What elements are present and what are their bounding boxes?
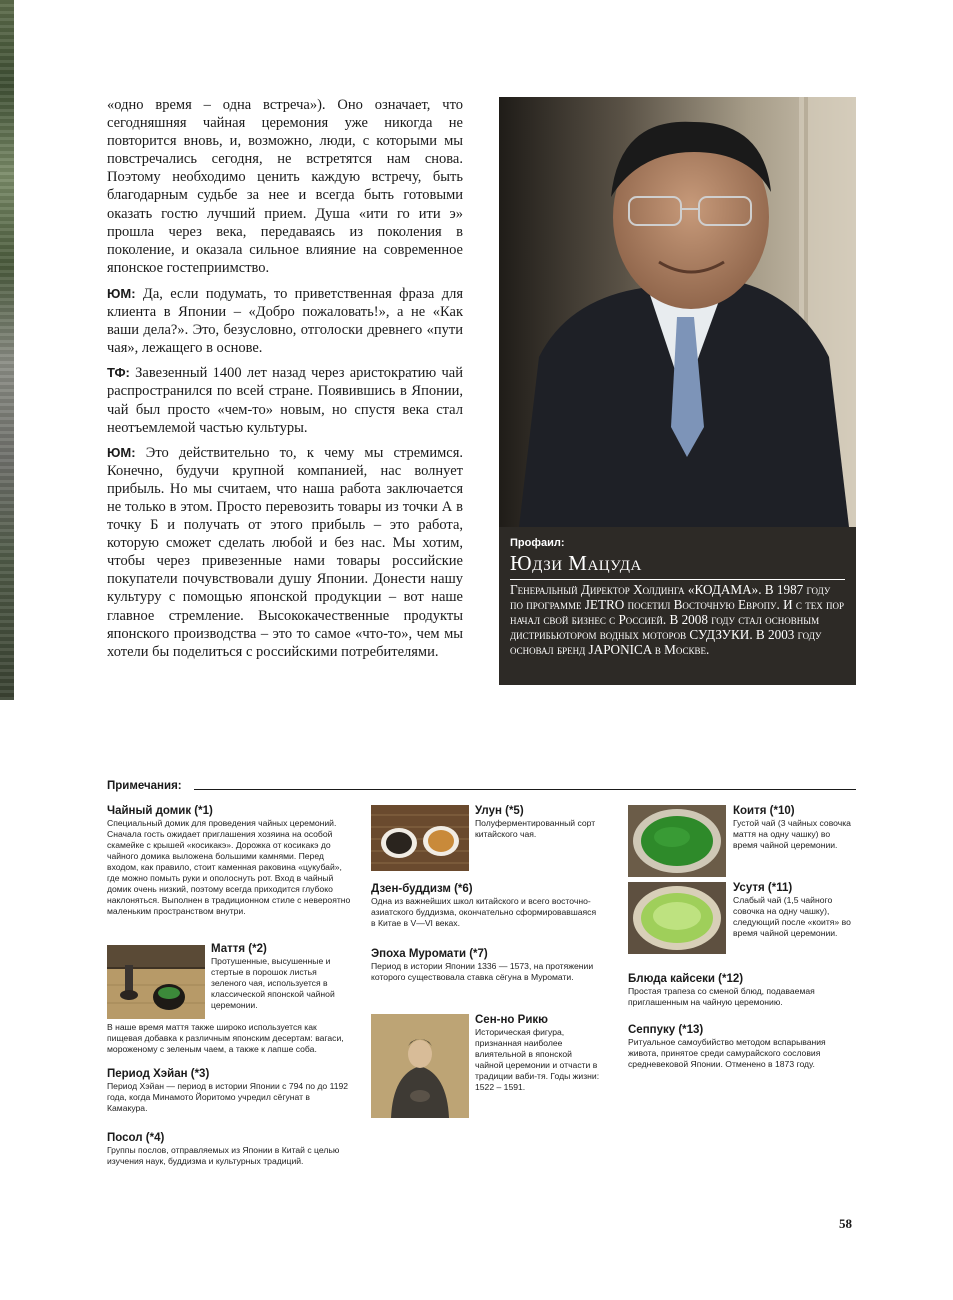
note-body: Полуферментированный сорт китайского чая. bbox=[475, 818, 596, 839]
note-body: Одна из важнейших школ китайского и всего восточно-азиатского буддизма, окончательно сформировавшаяся в Китае в V—VI веках. bbox=[371, 896, 597, 928]
note-body: Слабый чай (1,5 чайного совочка на одну чашку), следующий после «коитя» во время чайной церемонии. bbox=[733, 895, 851, 938]
matcha-photo bbox=[107, 945, 205, 1019]
note-title: Усутя (*11) bbox=[733, 882, 793, 894]
edge-photo-strip bbox=[0, 0, 14, 700]
portrait-photo bbox=[499, 97, 856, 527]
note-body: Протушенные, высушенные и стертые в порошок листья зеленого чая, используется в классической японской чайной церемонии. bbox=[211, 956, 335, 1010]
profile-name: Юдзи Мацуда bbox=[510, 551, 642, 575]
notes-divider bbox=[194, 789, 856, 790]
note-title: Эпоха Муромати (*7) bbox=[371, 948, 488, 960]
note-seppuku bbox=[628, 1024, 856, 1070]
note-body: Период в истории Японии 1336 — 1573, на протяжении которого существовала ставка сёгуна в Муромати. bbox=[371, 961, 594, 982]
speaker-label: ЮМ: bbox=[107, 444, 136, 460]
note-koicha bbox=[733, 805, 853, 851]
note-body: Густой чай (3 чайных совочка маття на одну чашку) во время чайной церемонии. bbox=[733, 818, 851, 850]
note-zen bbox=[371, 883, 601, 929]
note-envoy bbox=[107, 1132, 352, 1167]
page-number: 58 bbox=[839, 1216, 852, 1231]
note-kaiseki bbox=[628, 973, 856, 1008]
note-body: Ритуальное самоубийство методом вспарывания живота, принятое среди самурайского сословия средневековой Японии. Отменено в 1873 году. bbox=[628, 1037, 826, 1069]
article-paragraph: ЮМ: Да, если подумать, то приветственная фраза для клиента в Японии – «Добро пожаловать!», а не «Как ваши дела?». Это, безусловно, отголоски древнего «пути чая», лежащего в основе. bbox=[107, 285, 463, 357]
note-title: Период Хэйан (*3) bbox=[107, 1068, 210, 1080]
note-tea-house bbox=[107, 805, 352, 917]
article-paragraph: ЮМ: Это действительно то, к чему мы стремимся. Конечно, будучи крупной компанией, нас волнует прибыль. Но мы считаем, что наша работа заключается не только в этом. Просто перевозить товары из точки А в точку Б и получать от этого прибыль – это работа, которую сможет сделать любой и без нас. Мы хотим, чтобы через привезенные нами товары российские покупатели почувствовали душу Японии. Донести нашу культуру с помощью японской продукции – вот наше главное стремление. Высококачественные продукты японского производства – это то самое «что-то», чем мы хотели бы поделиться с российскими потребителями. bbox=[107, 444, 463, 660]
note-title: Коитя (*10) bbox=[733, 805, 795, 817]
oolong-photo bbox=[371, 805, 469, 871]
article-body bbox=[107, 96, 463, 668]
note-title: Посол (*4) bbox=[107, 1132, 165, 1144]
note-matcha bbox=[211, 943, 351, 1011]
note-matcha-continued bbox=[107, 1022, 352, 1055]
note-title: Блюда кайсеки (*12) bbox=[628, 973, 744, 985]
notes-heading: Примечания: bbox=[107, 780, 182, 792]
note-usucha bbox=[733, 882, 853, 939]
note-title: Чайный домик (*1) bbox=[107, 805, 213, 817]
note-oolong bbox=[475, 805, 600, 840]
speaker-label: ЮМ: bbox=[107, 285, 136, 301]
article-paragraph: ТФ: Завезенный 1400 лет назад через аристократию чай распространился по всей стране. Появившись в Японии, чай был просто «чем-то» новым, но спустя века стал неотъемлемой частью культуры. bbox=[107, 365, 463, 436]
profile-description: Генеральный Директор Холдинга «КОДАМА». В 1987 году по программе JETRO посетил Восточную Европу. И с тех пор начал свой бизнес с Россией. В 2008 году стал основным дистрибьютором водных моторов СУДЗУКИ. В 2003 году основал бренд JAPONICA в Москве. bbox=[510, 582, 845, 657]
note-body: Период Хэйан — период в истории Японии с 794 по до 1192 года, когда Минамото Йоритомо учредил сёгунат в Камакура. bbox=[107, 1081, 349, 1113]
note-title: Сеппуку (*13) bbox=[628, 1024, 704, 1036]
note-title: Маття (*2) bbox=[211, 943, 267, 955]
note-sen-no-rikyu bbox=[475, 1014, 600, 1093]
profile-divider bbox=[510, 579, 845, 580]
note-body: Группы послов, отправляемых из Японии в Китай с целью изучения наук, буддизма и культурных традиций. bbox=[107, 1145, 340, 1166]
note-body: Историческая фигура, признанная наиболее влиятельной в японской чайной церемонии и отчасти в традиции ваби-тя. Годы жизни: 1522 – 1591. bbox=[475, 1027, 600, 1092]
note-title: Дзен-буддизм (*6) bbox=[371, 883, 473, 895]
note-body: Простая трапеза со сменой блюд, подаваемая приглашенным на чайную церемонию. bbox=[628, 986, 815, 1007]
article-paragraph: «одно время – одна встреча»). Оно означает, что сегодняшняя чайная церемония уже никогда не повторится вновь, и, возможно, люди, с которыми мы повстречались сегодня, не встретятся нам снова. Поэтому необходимо ценить каждую встречу, быть благодарным судьбе за нее и всегда быть готовыми оказать гостю лучший прием. Душа «ити го ити э» прошла через века, передаваясь из поколения в поколение, и оказала сильное влияние на современное японское гостеприимство. bbox=[107, 97, 463, 276]
profile-box bbox=[499, 527, 856, 685]
note-heian bbox=[107, 1068, 352, 1114]
sen-no-rikyu-portrait bbox=[371, 1014, 469, 1118]
note-title: Улун (*5) bbox=[475, 805, 524, 817]
note-muromachi bbox=[371, 948, 601, 983]
usucha-photo bbox=[628, 882, 726, 954]
note-body: Специальный домик для проведения чайных церемоний. Сначала гость ожидает приглашения хозяина на особой скамейке с крышей «косикакэ». Дорожка от косикакэ до чайного домика выложена большими камнями. Перед входом, как правило, стоит каменная раковина «цукубай», где можно помыть руки и ополоснуть рот. Вход в чайный домик очень низкий, поэтому всегда приходится глубоко наклоняться. Выполнен в традиционном стиле с невероятно маленьким пространством внутри. bbox=[107, 818, 351, 916]
speaker-label: ТФ: bbox=[107, 365, 130, 381]
koicha-photo bbox=[628, 805, 726, 877]
note-title: Сен-но Рикю bbox=[475, 1014, 548, 1026]
profile-label: Профаил: bbox=[510, 537, 565, 549]
note-body: В наше время маття также широко используется как пищевая добавка к различным японским десертам: вагаси, мороженому с зеленым чаем, а также к лапше соба. bbox=[107, 1022, 344, 1054]
